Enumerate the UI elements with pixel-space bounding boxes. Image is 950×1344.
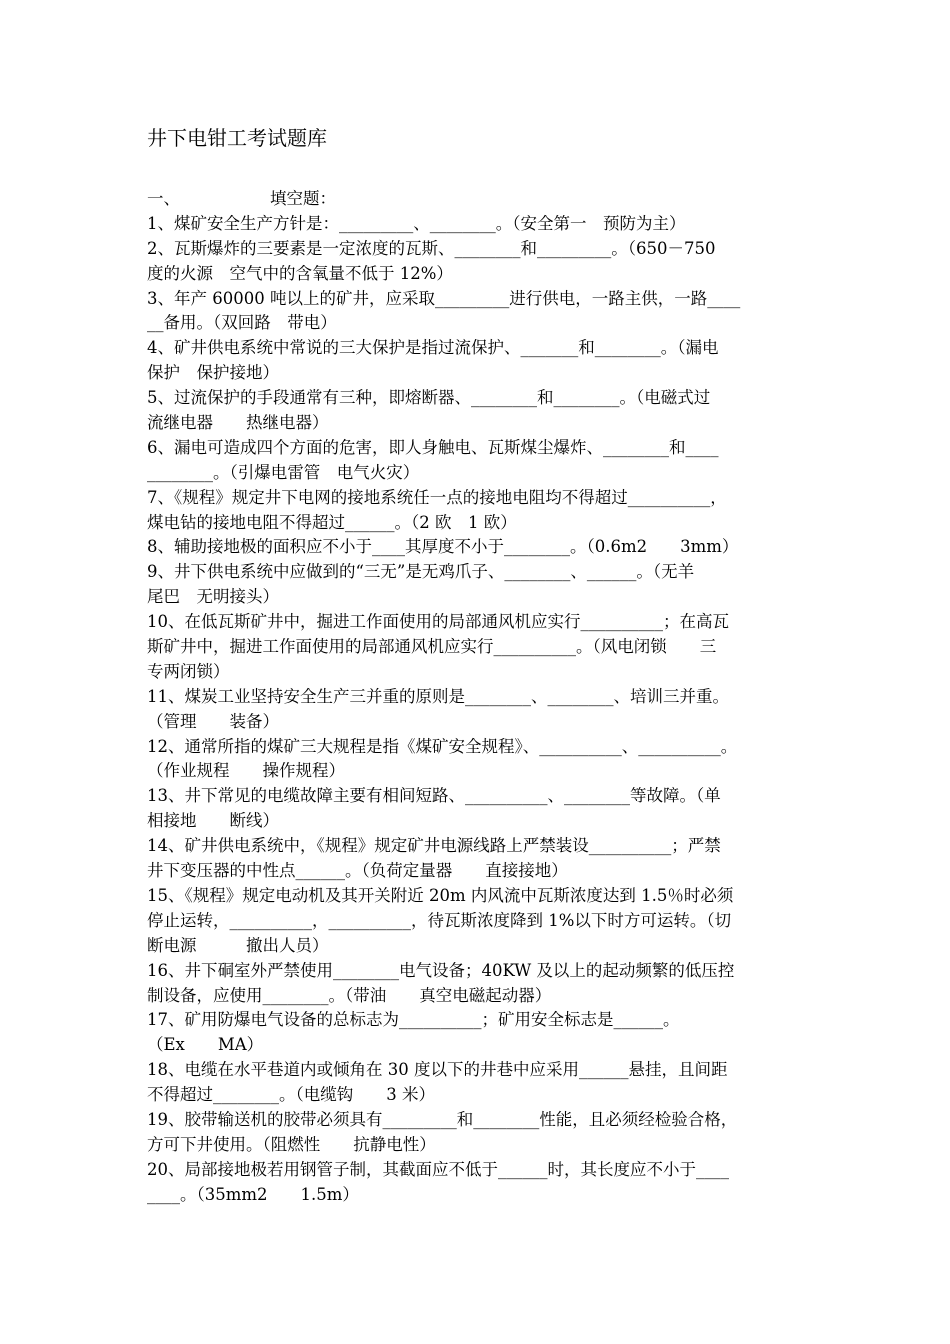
question-line: ____。（35mm2 1.5m） bbox=[147, 1184, 359, 1204]
question-line: 流继电器 热继电器） bbox=[147, 413, 329, 433]
question-line: 停止运转，__________，__________，待瓦斯浓度降到 1%以下时方可运转。（切 bbox=[147, 910, 732, 930]
question-line: 15、《规程》规定电动机及其开关附近 20m 内风流中瓦斯浓度达到 1.5％时必须 bbox=[147, 885, 734, 905]
question-line: 斯矿井中，掘进工作面使用的局部通风机应实行__________。（风电闭锁 三 bbox=[147, 637, 717, 657]
question-line: 井下变压器的中性点______。（负荷定量器 直接接地） bbox=[147, 861, 568, 881]
section-heading bbox=[147, 187, 812, 212]
question-line: 煤电钻的接地电阻不得超过______。（2 欧 1 欧） bbox=[147, 512, 517, 532]
question-line: 9、井下供电系统中应做到的“三无”是无鸡爪子、________、______。（无羊 bbox=[147, 562, 695, 582]
question-line: 方可下井使用。（阻燃性 抗静电性） bbox=[147, 1134, 436, 1154]
question-line: 相接地 断线） bbox=[147, 811, 279, 831]
question-line: 11、煤炭工业坚持安全生产三并重的原则是________、________、培训三并重。 bbox=[147, 686, 729, 706]
question-line: 保护 保护接地） bbox=[147, 363, 279, 383]
question-line: 6、漏电可造成四个方面的危害，即人身触电、瓦斯煤尘爆炸、________和____ bbox=[147, 437, 719, 457]
section-label: 填空题： bbox=[270, 189, 336, 208]
section-number: 一、 bbox=[147, 189, 180, 208]
question-line: 19、胶带输送机的胶带必须具有_________和________性能，且必须经检验合格， bbox=[147, 1109, 738, 1129]
question-line: 13、井下常见的电缆故障主要有相间短路、__________、________等故障。（单 bbox=[147, 786, 721, 806]
question-line: 16、井下硐室外严禁使用________电气设备；40KW 及以上的起动频繁的低压控 bbox=[147, 960, 735, 980]
question-line: 18、电缆在水平巷道内或倾角在 30 度以下的井巷中应采用______悬挂，且间距 bbox=[147, 1060, 728, 1080]
question-line: （Ex MA） bbox=[147, 1035, 264, 1055]
question-line: （作业规程 操作规程） bbox=[147, 761, 345, 781]
question-line: __备用。（双回路 带电） bbox=[147, 313, 337, 333]
question-line: 5、过流保护的手段通常有三种，即熔断器、________和________。（电磁式过 bbox=[147, 388, 711, 408]
question-line: ________。（引爆电雷管 电气火灾） bbox=[147, 462, 420, 482]
question-line: 专两闭锁） bbox=[147, 661, 230, 681]
document-title: 井下电钳工考试题库 bbox=[147, 126, 327, 150]
question-line: 1、煤矿安全生产方针是：_________、________。（安全第一 预防为主） bbox=[147, 213, 686, 233]
question-line: 4、矿井供电系统中常说的三大保护是指过流保护、_______和________。（漏电 bbox=[147, 338, 719, 358]
question-line: 7、《规程》规定井下电网的接地系统任一点的接地电阻均不得超过__________， bbox=[147, 487, 727, 507]
question-line: 2、瓦斯爆炸的三要素是一定浓度的瓦斯、________和_________。（650－750 bbox=[147, 238, 716, 258]
question-line: 尾巴 无明接头） bbox=[147, 587, 279, 607]
question-line: 17、矿用防爆电气设备的总标志为__________；矿用安全标志是______。 bbox=[147, 1010, 680, 1030]
question-line: （管理 装备） bbox=[147, 711, 279, 731]
question-line: 12、通常所指的煤矿三大规程是指《煤矿安全规程》、__________、__________。 bbox=[147, 736, 738, 756]
question-line: 20、局部接地极若用钢管子制，其截面应不低于______时，其长度应不小于____ bbox=[147, 1159, 729, 1179]
question-line: 断电源 撤出人员） bbox=[147, 935, 329, 955]
question-line: 制设备，应使用________。（带油 真空电磁起动器） bbox=[147, 985, 552, 1005]
question-line: 14、矿井供电系统中，《规程》规定矿井电源线路上严禁装设__________；严禁 bbox=[147, 836, 721, 856]
question-line: 不得超过________。（电缆钩 3 米） bbox=[147, 1085, 435, 1105]
question-line: 8、辅助接地极的面积应不小于____其厚度不小于________。（0.6m2 3mm） bbox=[147, 537, 739, 557]
question-line: 10、在低瓦斯矿井中，掘进工作面使用的局部通风机应实行__________；在高瓦 bbox=[147, 612, 729, 632]
question-line: 3、年产 60000 吨以上的矿井，应采取_________进行供电，一路主供，一路____ bbox=[147, 288, 741, 308]
question-lines bbox=[147, 212, 812, 1208]
question-list bbox=[147, 187, 812, 1208]
question-line: 度的火源 空气中的含氧量不低于 12%） bbox=[147, 263, 453, 283]
